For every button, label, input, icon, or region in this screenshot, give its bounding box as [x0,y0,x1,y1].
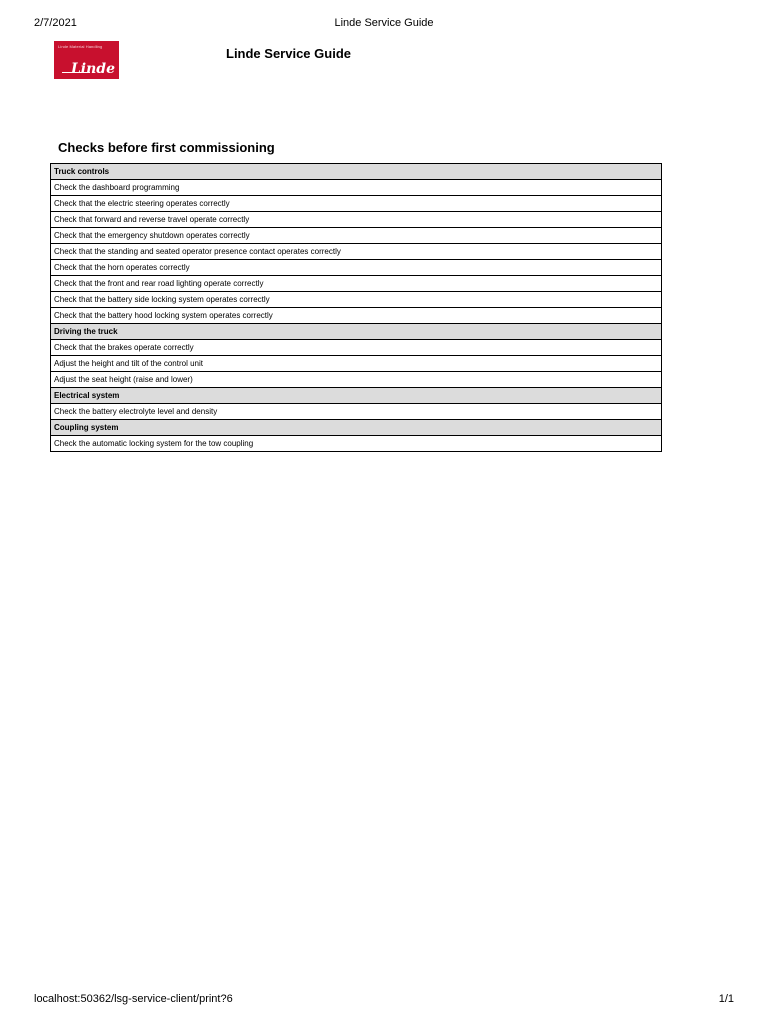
table-row [51,180,662,196]
group-title: Truck controls [51,164,662,180]
group-title: Coupling system [51,420,662,436]
table-row [51,260,662,276]
group-row [51,420,662,436]
group-row [51,388,662,404]
table-row [51,356,662,372]
table-row [51,372,662,388]
group-title: Driving the truck [51,324,662,340]
print-date: 2/7/2021 [34,17,77,29]
group-title: Electrical system [51,388,662,404]
print-page-number: 1/1 [718,993,734,1005]
table-row [51,244,662,260]
table-row [51,308,662,324]
group-row [51,324,662,340]
print-url: localhost:50362/lsg-service-client/print?6 [34,993,233,1005]
check-item: Check the automatic locking system for the tow coupling [51,436,662,452]
check-item: Adjust the seat height (raise and lower) [51,372,662,388]
check-item: Check that the standing and seated operator presence contact operates correctly [51,244,662,260]
check-item: Check that the battery hood locking system operates correctly [51,308,662,324]
check-item: Check the battery electrolyte level and density [51,404,662,420]
table-row [51,196,662,212]
checks-table [50,163,662,452]
group-row [51,164,662,180]
check-item: Check that the battery side locking system operates correctly [51,292,662,308]
check-item: Check that the horn operates correctly [51,260,662,276]
logo-wordmark: Linde [70,61,115,77]
table-row [51,340,662,356]
check-item: Adjust the height and tilt of the control unit [51,356,662,372]
logo-strapline: Linde Material Handling [58,44,103,49]
table-row [51,228,662,244]
page-title: Linde Service Guide [226,46,351,61]
table-row [51,276,662,292]
table-row [51,292,662,308]
section-heading: Checks before first commissioning [58,140,275,155]
linde-logo [54,41,119,79]
check-item: Check that the electric steering operates correctly [51,196,662,212]
check-item: Check that the front and rear road lighting operate correctly [51,276,662,292]
checks-table-body [51,164,662,452]
check-item: Check that the emergency shutdown operates correctly [51,228,662,244]
table-row [51,212,662,228]
table-row [51,436,662,452]
table-row [51,404,662,420]
print-title: Linde Service Guide [334,17,434,29]
check-item: Check that the brakes operate correctly [51,340,662,356]
check-item: Check that forward and reverse travel operate correctly [51,212,662,228]
check-item: Check the dashboard programming [51,180,662,196]
